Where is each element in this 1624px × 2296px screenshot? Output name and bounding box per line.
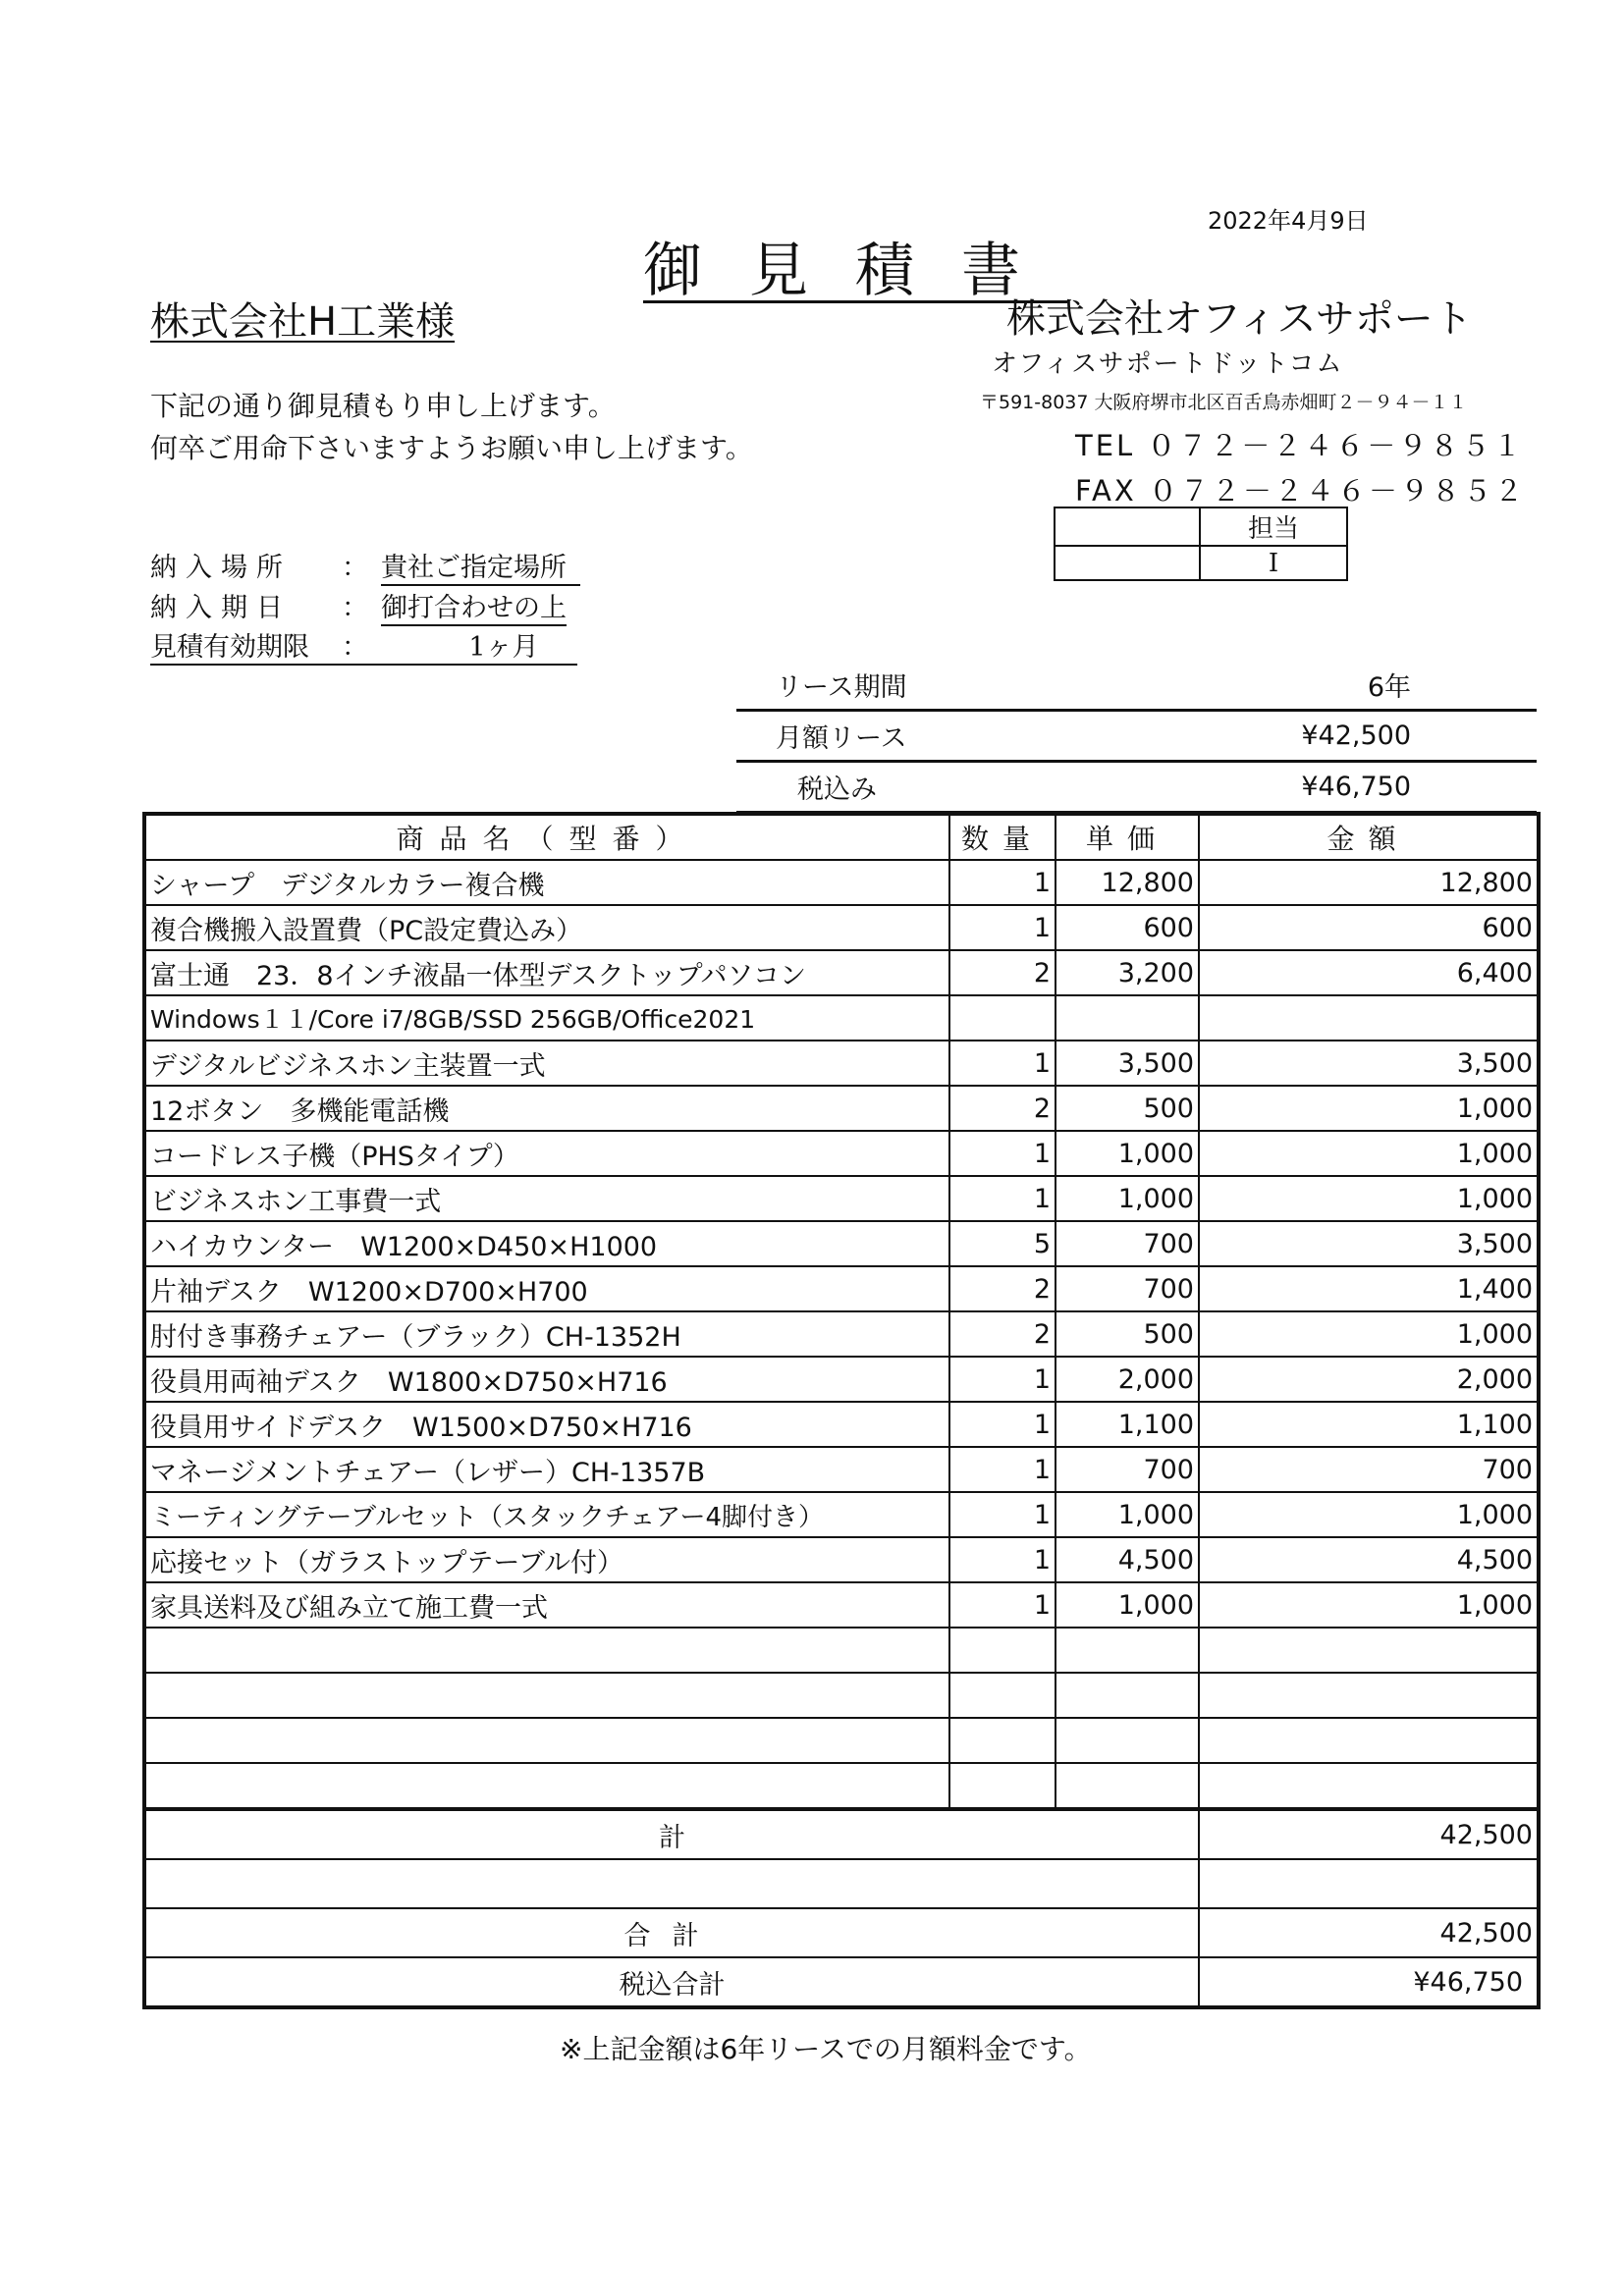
- item-amount: 3,500: [1199, 1041, 1539, 1086]
- item-qty: 1: [949, 905, 1056, 950]
- company-name: 株式会社オフィスサポート: [1006, 296, 1473, 342]
- item-name: 役員用サイドデスク W1500×D750×H716: [144, 1402, 949, 1447]
- table-header-row: [144, 814, 1539, 860]
- blank-total-row: [144, 1859, 1539, 1908]
- condition-delivery-place: [150, 546, 580, 586]
- issue-date: 2022年4月9日: [1208, 207, 1369, 235]
- document-title: 御見積書: [643, 237, 1067, 305]
- item-amount: [1199, 1628, 1539, 1673]
- item-name: マネージメントチェアー（レザー）CH-1357B: [144, 1447, 949, 1492]
- item-qty: 2: [949, 1311, 1056, 1357]
- item-amount: 600: [1199, 905, 1539, 950]
- item-price: 1,000: [1056, 1176, 1199, 1221]
- item-price: [1056, 1763, 1199, 1809]
- table-row: [144, 1718, 1539, 1763]
- item-name: [144, 1673, 949, 1718]
- table-row: [144, 1221, 1539, 1266]
- item-qty: 2: [949, 1266, 1056, 1311]
- item-qty: 1: [949, 1176, 1056, 1221]
- lease-period-label: リース期間: [736, 661, 1072, 711]
- staff-blank-cell: [1055, 507, 1200, 546]
- table-row: [144, 1582, 1539, 1628]
- item-qty: [949, 1628, 1056, 1673]
- item-amount: 1,000: [1199, 1131, 1539, 1176]
- item-name: デジタルビジネスホン主装置一式: [144, 1041, 949, 1086]
- item-amount: 1,000: [1199, 1176, 1539, 1221]
- staff-name: I: [1200, 546, 1347, 580]
- item-amount: 1,000: [1199, 1086, 1539, 1131]
- item-price: [1056, 1673, 1199, 1718]
- item-name: 片袖デスク W1200×D700×H700: [144, 1266, 949, 1311]
- lease-tax-label: 税込み: [736, 762, 1072, 813]
- item-name: [144, 1763, 949, 1809]
- item-name: ハイカウンター W1200×D450×H1000: [144, 1221, 949, 1266]
- item-amount: 4,500: [1199, 1537, 1539, 1582]
- staff-blank-cell: [1055, 546, 1200, 580]
- table-row: [144, 995, 1539, 1041]
- table-row: [144, 1086, 1539, 1131]
- item-price: 700: [1056, 1447, 1199, 1492]
- taxed-total-row: [144, 1957, 1539, 2007]
- lease-tax-value: ¥46,750: [1072, 762, 1537, 813]
- item-amount: 1,000: [1199, 1492, 1539, 1537]
- item-price: 2,000: [1056, 1357, 1199, 1402]
- item-qty: 1: [949, 1492, 1056, 1537]
- table-row: [144, 1041, 1539, 1086]
- item-qty: 1: [949, 1131, 1056, 1176]
- header-unit-price: 単価: [1056, 814, 1199, 860]
- item-qty: 1: [949, 1447, 1056, 1492]
- table-row: [144, 1628, 1539, 1673]
- condition-colon: ：: [342, 593, 368, 623]
- item-price: 1,100: [1056, 1402, 1199, 1447]
- lease-period-value: 6年: [1072, 661, 1537, 711]
- item-amount: 6,400: [1199, 950, 1539, 995]
- header-quantity: 数量: [949, 814, 1056, 860]
- table-row: [144, 950, 1539, 995]
- item-qty: 1: [949, 1041, 1056, 1086]
- taxed-total-label: 税込合計: [144, 1957, 1199, 2007]
- condition-value: 貴社ご指定場所: [381, 546, 580, 586]
- item-price: 700: [1056, 1266, 1199, 1311]
- table-row: [144, 1537, 1539, 1582]
- customer-name: 株式会社H工業様: [150, 299, 456, 345]
- item-amount: [1199, 995, 1539, 1041]
- condition-label: 納入期日: [150, 593, 292, 623]
- item-name: 複合機搬入設置費（PC設定費込み）: [144, 905, 949, 950]
- item-name: シャープ デジタルカラー複合機: [144, 860, 949, 905]
- item-name: コードレス子機（PHSタイプ）: [144, 1131, 949, 1176]
- condition-label: 納入場所: [150, 553, 292, 583]
- greeting-line-2: 何卒ご用命下さいますようお願い申し上げます。: [150, 432, 753, 464]
- item-price: 4,500: [1056, 1537, 1199, 1582]
- item-name: 役員用両袖デスク W1800×D750×H716: [144, 1357, 949, 1402]
- condition-colon: ：: [342, 632, 368, 663]
- blank-cell: [144, 1859, 1199, 1908]
- header-product-name: 商品名（型番）: [144, 814, 949, 860]
- lease-monthly-label: 月額リース: [736, 711, 1072, 762]
- subtotal-value: 42,500: [1199, 1809, 1539, 1859]
- item-amount: 1,100: [1199, 1402, 1539, 1447]
- total-value: 42,500: [1199, 1908, 1539, 1957]
- item-name: Windows１１/Core i7/8GB/SSD 256GB/Office2021: [144, 995, 949, 1041]
- table-row: [144, 1311, 1539, 1357]
- item-price: 1,000: [1056, 1131, 1199, 1176]
- item-amount: 700: [1199, 1447, 1539, 1492]
- item-qty: 1: [949, 1582, 1056, 1628]
- header-amount: 金額: [1199, 814, 1539, 860]
- item-name: 応接セット（ガラストップテーブル付）: [144, 1537, 949, 1582]
- item-price: [1056, 1718, 1199, 1763]
- item-name: 富士通 23．8インチ液晶一体型デスクトップパソコン: [144, 950, 949, 995]
- company-fax: FAX ０７２－２４６－９８５２: [1075, 474, 1526, 507]
- item-price: 3,200: [1056, 950, 1199, 995]
- item-price: [1056, 1628, 1199, 1673]
- item-name: [144, 1628, 949, 1673]
- item-amount: 12,800: [1199, 860, 1539, 905]
- taxed-total-value: ¥46,750: [1199, 1957, 1539, 2007]
- table-row: [144, 1131, 1539, 1176]
- table-row: [144, 1402, 1539, 1447]
- condition-colon: ：: [342, 553, 368, 583]
- item-name: 12ボタン 多機能電話機: [144, 1086, 949, 1131]
- item-price: 1,000: [1056, 1582, 1199, 1628]
- company-address: 〒591-8037 大阪府堺市北区百舌鳥赤畑町２－９４－１１: [980, 392, 1468, 413]
- subtotal-row: [144, 1809, 1539, 1859]
- item-qty: 2: [949, 950, 1056, 995]
- item-qty: 1: [949, 1357, 1056, 1402]
- condition-value: 御打合わせの上: [381, 586, 567, 626]
- condition-value: 1ヶ月: [468, 632, 539, 663]
- item-amount: 1,400: [1199, 1266, 1539, 1311]
- subtotal-label: 計: [144, 1809, 1199, 1859]
- total-label: 合計: [144, 1908, 1199, 1957]
- item-amount: 3,500: [1199, 1221, 1539, 1266]
- table-row: [144, 1763, 1539, 1809]
- staff-label: 担当: [1200, 507, 1347, 546]
- item-price: [1056, 995, 1199, 1041]
- item-qty: [949, 1718, 1056, 1763]
- table-row: [144, 1492, 1539, 1537]
- table-row: [144, 1357, 1539, 1402]
- item-qty: [949, 1673, 1056, 1718]
- item-name: 肘付き事務チェアー（ブラック）CH-1352H: [144, 1311, 949, 1357]
- item-qty: 5: [949, 1221, 1056, 1266]
- lease-monthly-value: ¥42,500: [1072, 711, 1537, 762]
- total-row: [144, 1908, 1539, 1957]
- item-name: [144, 1718, 949, 1763]
- item-price: 500: [1056, 1311, 1199, 1357]
- condition-delivery-date: [150, 586, 567, 626]
- item-qty: [949, 995, 1056, 1041]
- item-amount: [1199, 1673, 1539, 1718]
- company-site: オフィスサポートドットコム: [992, 349, 1344, 379]
- item-qty: 2: [949, 1086, 1056, 1131]
- item-qty: 1: [949, 860, 1056, 905]
- item-price: 600: [1056, 905, 1199, 950]
- table-row: [144, 1266, 1539, 1311]
- footnote: ※上記金額は6年リースでの月額料金です。: [560, 2033, 1092, 2065]
- item-name: ビジネスホン工事費一式: [144, 1176, 949, 1221]
- item-amount: [1199, 1718, 1539, 1763]
- table-row: [144, 905, 1539, 950]
- table-row: [144, 1176, 1539, 1221]
- item-rows: [144, 860, 1539, 2007]
- item-price: 1,000: [1056, 1492, 1199, 1537]
- item-amount: 2,000: [1199, 1357, 1539, 1402]
- item-price: 12,800: [1056, 860, 1199, 905]
- item-amount: 1,000: [1199, 1582, 1539, 1628]
- table-row: [144, 1673, 1539, 1718]
- condition-validity: [150, 625, 577, 666]
- company-tel: TEL ０７２－２４６－９８５１: [1075, 429, 1525, 462]
- staff-box: [1054, 507, 1348, 581]
- item-amount: [1199, 1763, 1539, 1809]
- greeting-line-1: 下記の通り御見積もり申し上げます。: [150, 390, 616, 422]
- item-amount: 1,000: [1199, 1311, 1539, 1357]
- item-name: 家具送料及び組み立て施工費一式: [144, 1582, 949, 1628]
- table-row: [144, 860, 1539, 905]
- item-qty: [949, 1763, 1056, 1809]
- item-price: 3,500: [1056, 1041, 1199, 1086]
- item-qty: 1: [949, 1402, 1056, 1447]
- lease-summary: [736, 661, 1537, 814]
- item-qty: 1: [949, 1537, 1056, 1582]
- item-name: ミーティングテーブルセット（スタックチェアー4脚付き）: [144, 1492, 949, 1537]
- item-price: 700: [1056, 1221, 1199, 1266]
- condition-label: 見積有効期限: [150, 632, 309, 663]
- table-row: [144, 1447, 1539, 1492]
- item-price: 500: [1056, 1086, 1199, 1131]
- items-table: [142, 812, 1541, 2009]
- blank-cell: [1199, 1859, 1539, 1908]
